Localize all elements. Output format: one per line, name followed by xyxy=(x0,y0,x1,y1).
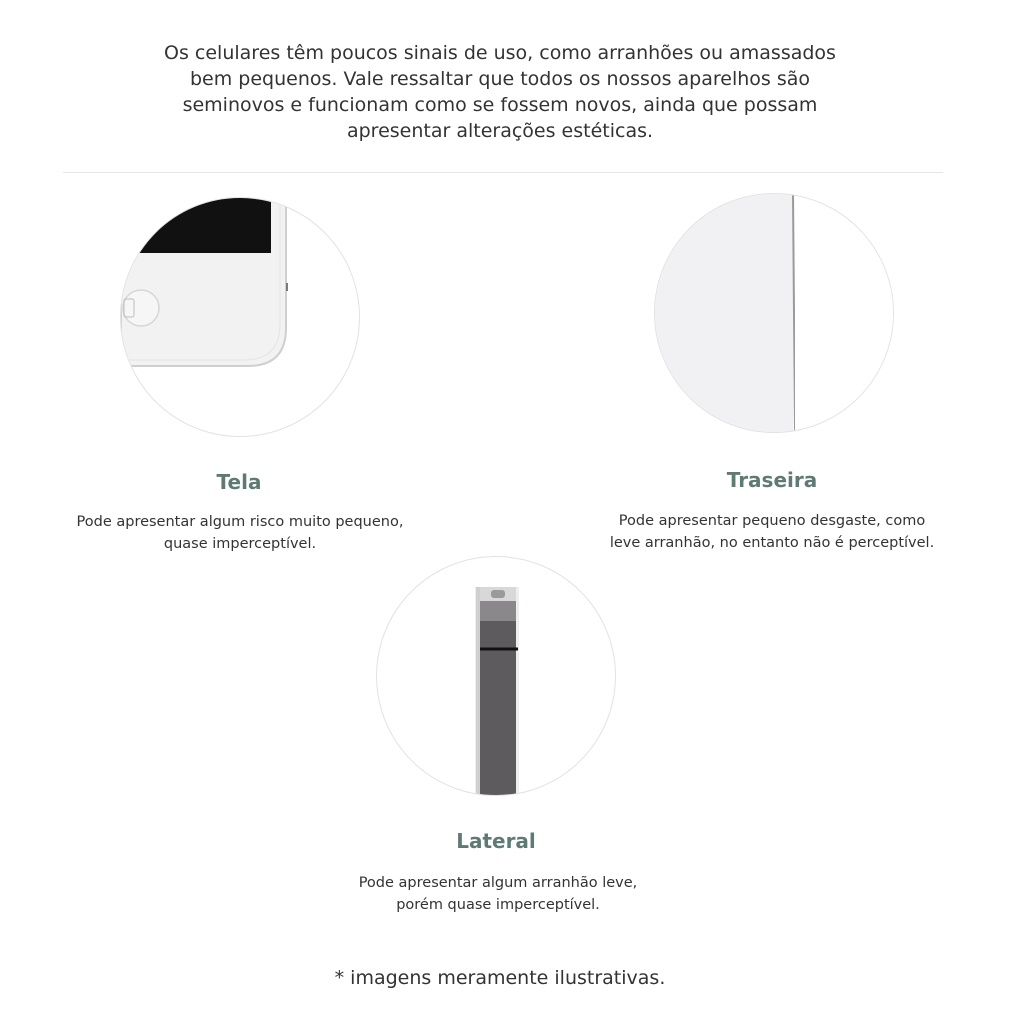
intro-line: bem pequenos. Vale ressaltar que todos os nossos aparelhos são xyxy=(189,68,810,90)
section-title-tela: Tela xyxy=(216,470,262,494)
intro-line: Os celulares têm poucos sinais de uso, como arranhões ou amassados xyxy=(164,42,836,64)
desc-line: leve arranhão, no entanto não é perceptível. xyxy=(609,535,935,551)
desc-line: Pode apresentar algum arranhão leve, xyxy=(358,875,638,891)
desc-line: Pode apresentar pequeno desgaste, como xyxy=(618,513,926,529)
section-title-lateral: Lateral xyxy=(456,829,536,853)
phone-side-illustration xyxy=(377,557,615,795)
back-image xyxy=(654,193,894,433)
phone-back-illustration xyxy=(655,194,893,432)
section-desc-tela xyxy=(30,511,450,555)
intro-line: apresentar alterações estéticas. xyxy=(346,120,654,142)
intro-line: seminovos e funcionam como se fossem novos, ainda que possam xyxy=(182,94,818,116)
phone-front-illustration xyxy=(121,198,359,436)
screen-image xyxy=(120,197,360,437)
section-desc-traseira xyxy=(570,510,974,554)
desc-line: quase imperceptível. xyxy=(163,536,317,552)
desc-line: Pode apresentar algum risco muito pequeno, xyxy=(76,514,404,530)
desc-line: porém quase imperceptível. xyxy=(396,897,600,913)
side-image xyxy=(376,556,616,796)
section-desc-lateral xyxy=(298,872,698,916)
divider xyxy=(63,172,943,173)
intro-text xyxy=(100,40,900,144)
section-title-traseira: Traseira xyxy=(726,468,818,492)
footnote: * imagens meramente ilustrativas. xyxy=(334,967,666,989)
